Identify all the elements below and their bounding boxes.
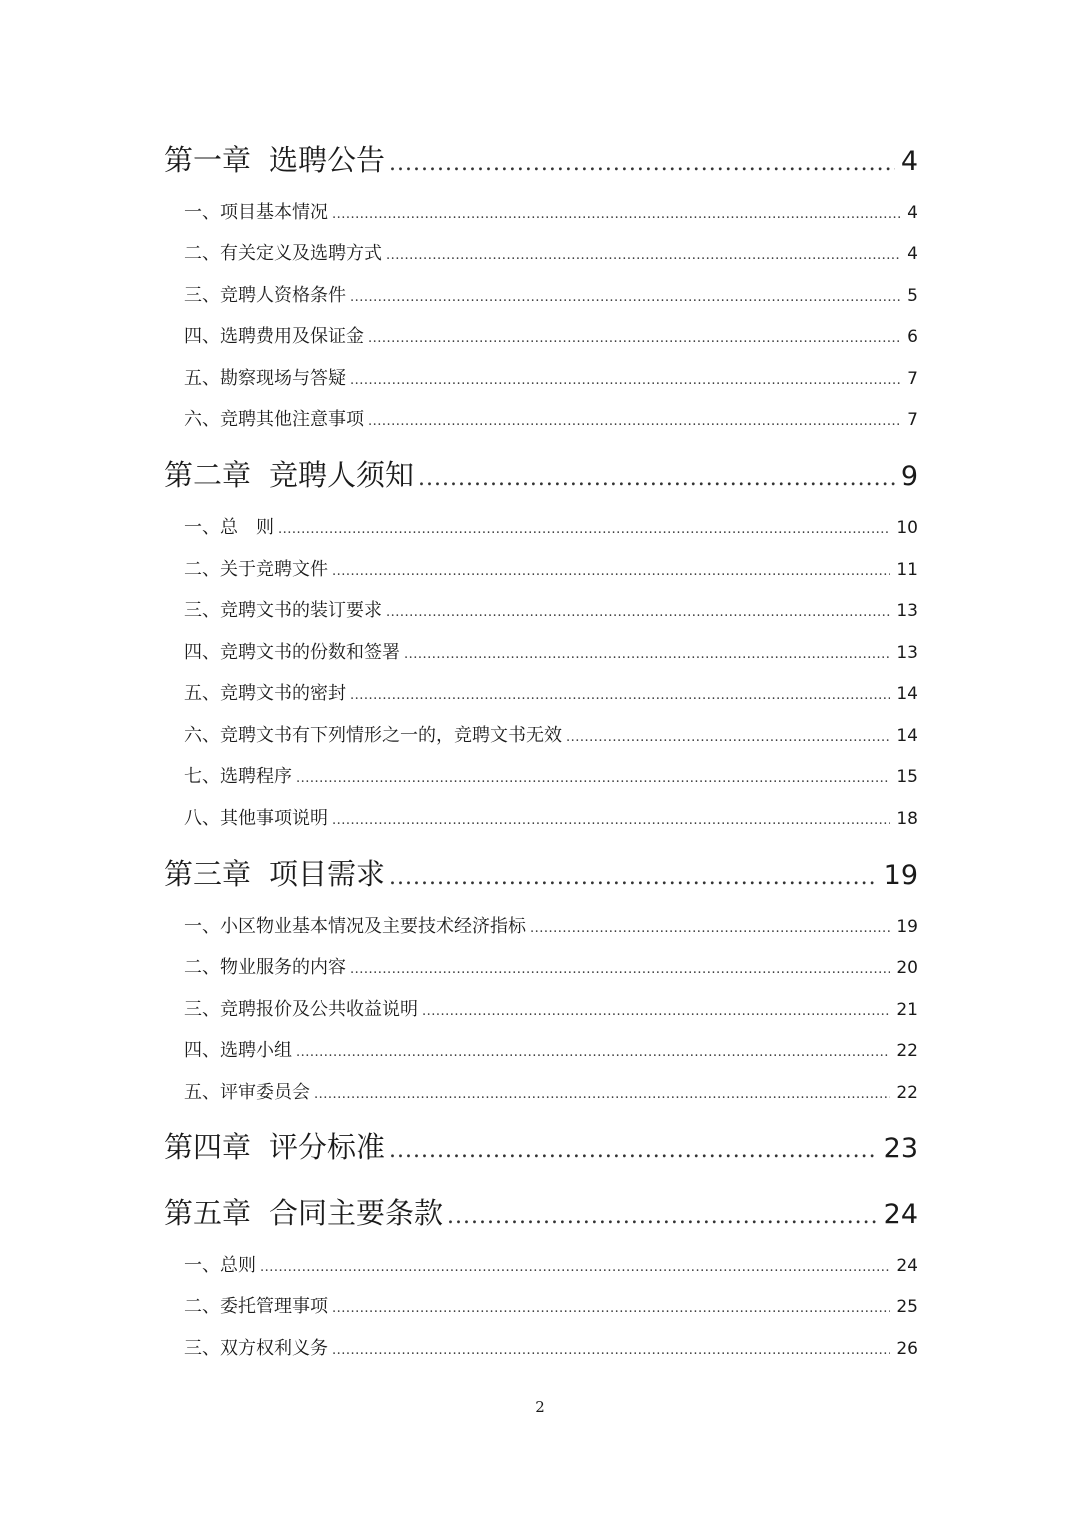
footer-page-number: 2 — [535, 1398, 545, 1416]
toc-leader-dots — [530, 915, 890, 943]
toc-page-number: 4 — [907, 244, 918, 264]
toc-chapter-label: 第一章 选聘公告 — [164, 143, 386, 177]
toc-page-number: 26 — [896, 1339, 918, 1359]
toc-section-3-2[interactable] — [164, 954, 918, 982]
toc-page-number: 5 — [907, 286, 918, 306]
toc-section-1-3[interactable] — [164, 282, 918, 310]
toc-leader-dots — [332, 1295, 890, 1323]
toc-leader-dots — [296, 765, 890, 793]
toc-section-2-5[interactable] — [164, 680, 918, 708]
toc-leader-dots — [332, 807, 890, 835]
toc-chapter-2[interactable] — [164, 455, 918, 495]
toc-leader-dots — [389, 144, 895, 184]
toc-chapter-label: 第四章 评分标准 — [164, 1130, 386, 1164]
toc-section-label: 六、竞聘文书有下列情形之一的，竞聘文书无效 — [184, 725, 562, 746]
toc-chapter-label: 第五章 合同主要条款 — [164, 1196, 444, 1230]
toc-leader-dots — [368, 408, 901, 436]
toc-section-2-8[interactable] — [164, 805, 918, 833]
toc-leader-dots — [332, 558, 890, 586]
toc-chapter-4[interactable] — [164, 1127, 918, 1167]
toc-section-label: 二、委托管理事项 — [184, 1296, 328, 1317]
toc-section-label: 五、评审委员会 — [184, 1082, 310, 1103]
toc-chapter-label: 第三章 项目需求 — [164, 857, 386, 891]
toc-section-label: 二、有关定义及选聘方式 — [184, 243, 382, 264]
toc-page-number: 19 — [896, 917, 918, 937]
toc-leader-dots — [386, 242, 901, 270]
toc-page-number: 22 — [896, 1041, 918, 1061]
toc-leader-dots — [278, 516, 890, 544]
toc-section-label: 五、竞聘文书的密封 — [184, 683, 346, 704]
toc-section-label: 七、选聘程序 — [184, 766, 292, 787]
toc-leader-dots — [350, 367, 901, 395]
toc-page-number: 15 — [896, 767, 918, 787]
toc-page-number: 22 — [896, 1083, 918, 1103]
toc-section-label: 一、总 则 — [184, 517, 274, 538]
toc-section-label: 三、双方权利义务 — [184, 1338, 328, 1359]
toc-section-3-1[interactable] — [164, 913, 918, 941]
toc-section-label: 二、关于竞聘文件 — [184, 559, 328, 580]
toc-section-3-5[interactable] — [164, 1079, 918, 1107]
toc-page-number: 10 — [896, 518, 918, 538]
toc-leader-dots — [418, 459, 895, 499]
toc-section-label: 四、选聘费用及保证金 — [184, 326, 364, 347]
toc-page-number: 14 — [896, 684, 918, 704]
toc-leader-dots — [404, 641, 890, 669]
toc-page-number: 7 — [907, 369, 918, 389]
toc-leader-dots — [350, 956, 890, 984]
toc-section-label: 一、总则 — [184, 1255, 256, 1276]
toc-section-2-7[interactable] — [164, 763, 918, 791]
toc-section-label: 五、勘察现场与答疑 — [184, 368, 346, 389]
toc-section-3-3[interactable] — [164, 996, 918, 1024]
toc-chapter-label: 第二章 竞聘人须知 — [164, 458, 415, 492]
toc-section-2-3[interactable] — [164, 597, 918, 625]
toc-page-number: 6 — [907, 327, 918, 347]
toc-leader-dots — [447, 1197, 878, 1237]
toc-page-number: 19 — [883, 860, 918, 891]
toc-section-1-5[interactable] — [164, 365, 918, 393]
toc-section-label: 四、竞聘文书的份数和签署 — [184, 642, 400, 663]
toc-section-label: 六、竞聘其他注意事项 — [184, 409, 364, 430]
toc-page-number: 13 — [896, 643, 918, 663]
toc-section-5-3[interactable] — [164, 1335, 918, 1363]
toc-page-number: 24 — [883, 1199, 918, 1230]
toc-section-label: 三、竞聘文书的装订要求 — [184, 600, 382, 621]
toc-leader-dots — [350, 682, 890, 710]
toc-leader-dots — [422, 998, 890, 1026]
toc-section-label: 三、竞聘报价及公共收益说明 — [184, 999, 418, 1020]
toc-section-label: 二、物业服务的内容 — [184, 957, 346, 978]
toc-leader-dots — [332, 1337, 890, 1365]
toc-page-number: 24 — [896, 1256, 918, 1276]
toc-leader-dots — [389, 858, 878, 898]
toc-section-5-2[interactable] — [164, 1293, 918, 1321]
toc-section-1-1[interactable] — [164, 199, 918, 227]
toc-leader-dots — [389, 1131, 878, 1171]
toc-leader-dots — [368, 325, 901, 353]
toc-section-3-4[interactable] — [164, 1037, 918, 1065]
toc-section-1-6[interactable] — [164, 406, 918, 434]
toc-section-2-1[interactable] — [164, 514, 918, 542]
toc-section-label: 八、其他事项说明 — [184, 808, 328, 829]
toc-section-1-2[interactable] — [164, 240, 918, 268]
toc-section-5-1[interactable] — [164, 1252, 918, 1280]
toc-page-number: 18 — [896, 809, 918, 829]
toc-chapter-1[interactable] — [164, 140, 918, 180]
toc-section-2-4[interactable] — [164, 639, 918, 667]
toc-leader-dots — [260, 1254, 890, 1282]
toc-page-number: 21 — [896, 1000, 918, 1020]
toc-section-label: 一、项目基本情况 — [184, 202, 328, 223]
toc-section-label: 一、小区物业基本情况及主要技术经济指标 — [184, 916, 526, 937]
toc-leader-dots — [350, 284, 901, 312]
toc-leader-dots — [296, 1039, 890, 1067]
toc-page-number: 13 — [896, 601, 918, 621]
toc-page-number: 4 — [900, 146, 918, 177]
toc-leader-dots — [332, 201, 901, 229]
toc-page-number: 9 — [900, 461, 918, 492]
toc-page-number: 25 — [896, 1297, 918, 1317]
toc-chapter-3[interactable] — [164, 854, 918, 894]
toc-page-number: 7 — [907, 410, 918, 430]
toc-section-2-2[interactable] — [164, 556, 918, 584]
toc-page-number: 23 — [883, 1133, 918, 1164]
toc-page-number: 4 — [907, 203, 918, 223]
toc-page-number: 20 — [896, 958, 918, 978]
toc-page-number: 14 — [896, 726, 918, 746]
toc-chapter-5[interactable] — [164, 1193, 918, 1233]
toc-page-number: 11 — [896, 560, 918, 580]
toc-section-label: 四、选聘小组 — [184, 1040, 292, 1061]
toc-leader-dots — [386, 599, 890, 627]
toc-leader-dots — [314, 1081, 890, 1109]
toc-leader-dots — [566, 724, 890, 752]
toc-section-2-6[interactable] — [164, 722, 918, 750]
toc-section-1-4[interactable] — [164, 323, 918, 351]
toc-section-label: 三、竞聘人资格条件 — [184, 285, 346, 306]
